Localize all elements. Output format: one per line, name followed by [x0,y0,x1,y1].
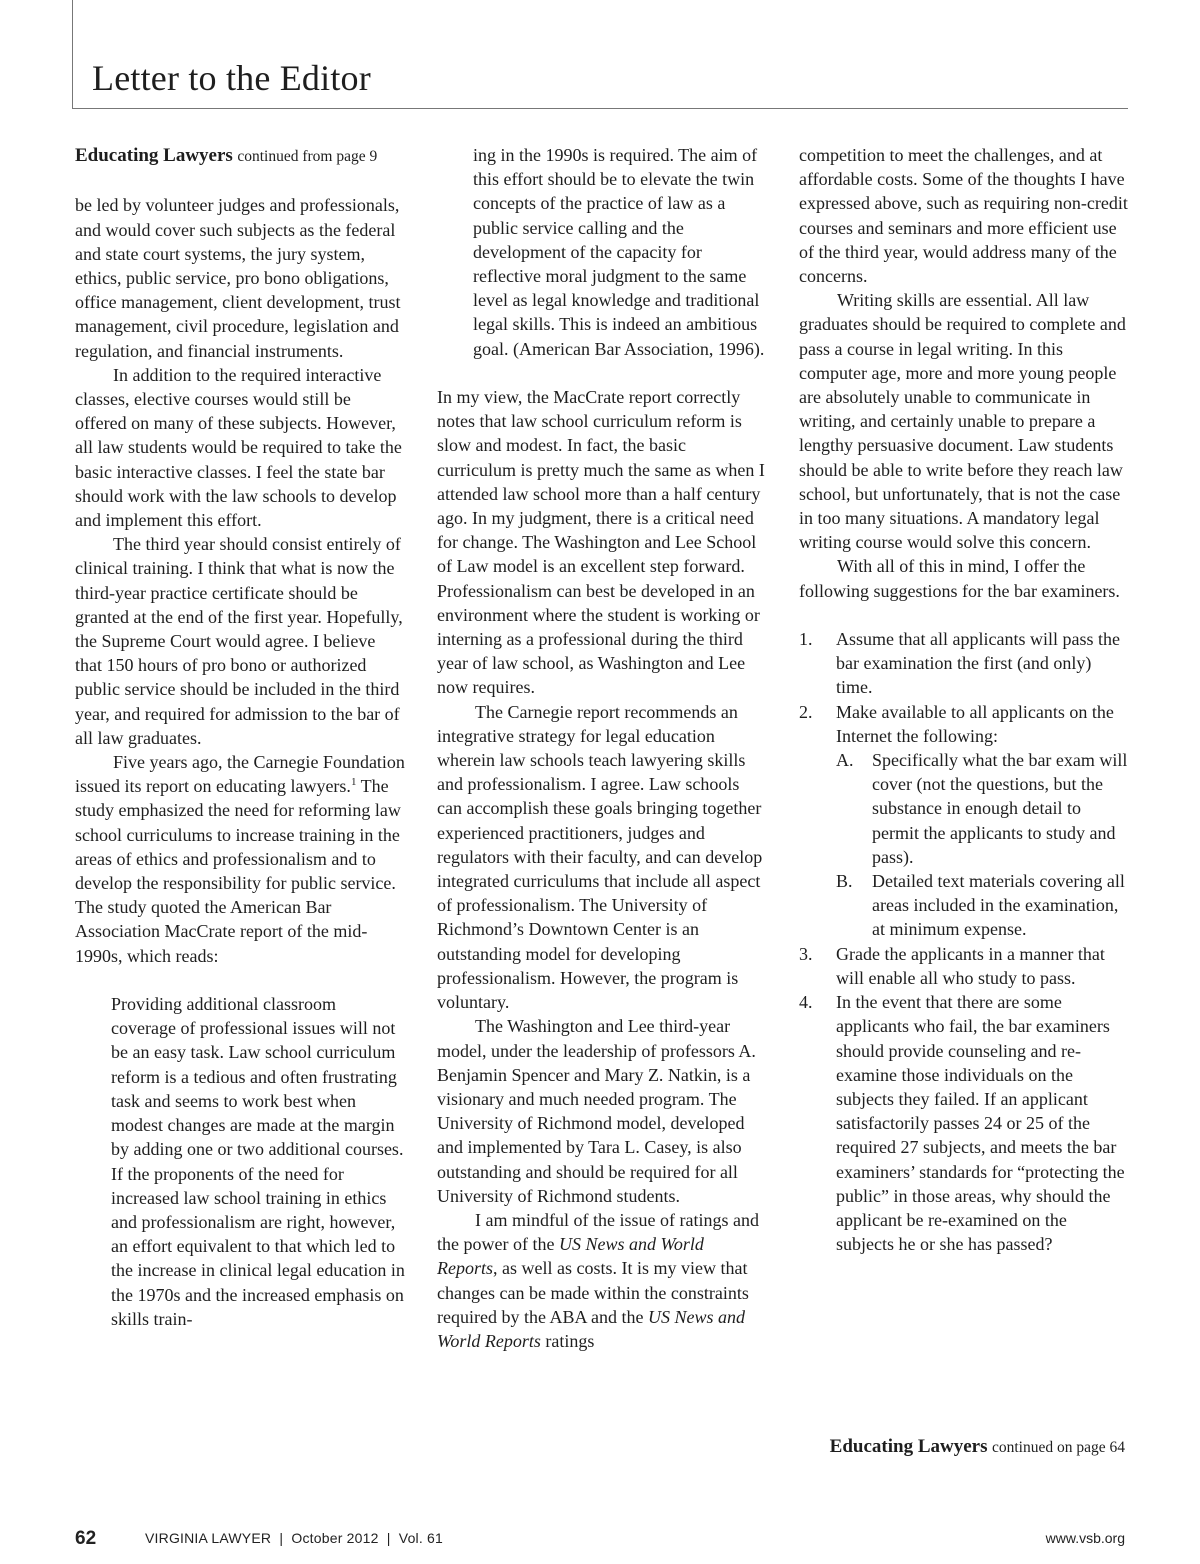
continued-on-line [830,1436,1125,1458]
list-number: 2. [799,701,813,722]
paragraph: competition to meet the challenges, and at affordable costs. Some of the thoughts I have expressed above, such as requiring non-credit courses and seminars and more efficient use of the third year, would address many of the concerns. [799,145,1128,287]
list-number: 4. [799,992,813,1013]
page-footer [75,1530,1125,1554]
list-item [799,942,1129,990]
column-2 [437,143,767,1353]
list-item [799,700,1129,748]
carnegie-text: Five years ago, the Carnegie Foundation issued its report on educating lawyers. [75,752,405,797]
publication-info: VIRGINIA LAWYER | October 2012 | Vol. 61 [145,1530,444,1546]
text-run: , as well as costs. It is my view that changes can be made within the constraints required by the ABA and the [437,1258,749,1327]
block-quote: Providing additional classroom coverage of professional issues will not be an easy task. Law school curriculum reform is a tedious and often frustrating task and seems to work best when modest changes are made at the margin by adding one or two additional courses. If the proponents of the need for increased law school training in ethics and professionalism are right, however, an effort equivalent to that which led to the increase in clinical legal education in the 1970s and the increased emphasis on skills train- [111,994,405,1329]
paragraph: The Washington and Lee third-year model, under the leadership of professors A. Benjamin Spencer and Mary Z. Natkin, is a visionary and much needed program. The University of Richmond model, developed and implemented by Tara L. Casey, is also outstanding and should be required for all University of Richmond students. [437,1016,756,1206]
sub-list-letter: A. [836,750,854,771]
jump-note: continued on page 64 [991,1439,1125,1456]
header-vertical-rule [72,0,73,109]
page-number: 62 [75,1528,97,1549]
paragraph: In my view, the MacCrate report correctly notes that law school curriculum reform is slow and modest. In fact, the basic curriculum is pretty much the same as when I attended law school more than a half century ago. In my judgment, there is a critical need for change. The Washington and Lee School of Law model is an excellent step forward. Professionalism can best be developed in an environment where the student is working or interning as a professional during the third year of law school, as Washington and Lee now requires. [437,387,765,698]
list-text: Grade the applicants in a manner that will enable all who study to pass. [836,943,1105,988]
text-run: ratings [540,1330,595,1351]
paragraph [437,1208,767,1353]
publication-title: US News and World Reports [437,1306,745,1351]
publication-title: US News and World Reports [437,1234,704,1279]
paragraph: The third year should consist entirely of clinical training. I think that what is now the third-year practice certificate should be granted at the end of the first year. Hopefully, the Supreme Court would agree. I believe that 150 hours of pro bono or authorized public service should be included in the third year, and required for admission to the bar of all law graduates. [75,534,403,748]
jump-title: Educating Lawyers [75,145,233,166]
list-text: In the event that there are some applicants who fail, the bar examiners should provide counseling and re-examine those individuals on the subjects they failed. If an applicant satisfactorily passes 24 or 25 of the required 27 subjects, and meets the bar examiners’ standards for “protecting the public” in those areas, why should the applicant be re-examined on the subjects he or she has passed? [836,992,1125,1255]
jump-note: continued from page 9 [237,148,378,165]
list-number: 1. [799,629,813,650]
carnegie-text-cont: The study emphasized the need for reforming law school curriculums to increase training in the areas of ethics and professionalism and to develop the responsibility for public service. The study quoted the American Bar Association MacCrate report of the mid-1990s, which reads: [75,776,401,966]
sub-list-item [799,869,1129,942]
list-number: 3. [799,943,813,964]
paragraph: In addition to the required interactive classes, elective courses would still be offered on many of these subjects. However, all law students would be required to take the basic interactive classes. I feel the state bar should work with the law schools to develop and implement this effort. [75,364,402,531]
website-link[interactable]: www.vsb.org [1045,1530,1125,1546]
header-horizontal-rule [72,108,1128,109]
list-item [799,990,1129,1256]
paragraph [75,750,405,968]
sub-list-item [799,748,1129,869]
block-quote-cont: ing in the 1990s is required. The aim of this effort should be to elevate the twin concepts of the practice of law as a public service calling and the development of the capacity for reflective moral judgment to the same level as legal knowledge and traditional legal skills. This is indeed an ambitious goal. (American Bar Association, 1996). [473,145,765,359]
continued-from-line [75,143,405,169]
list-text: Assume that all applicants will pass the bar examination the first (and only) time. [836,629,1120,698]
list-text: Make available to all applicants on the Internet the following: [836,701,1114,746]
paragraph: With all of this in mind, I offer the following suggestions for the bar examiners. [799,556,1120,601]
list-item [799,627,1129,700]
paragraph: be led by volunteer judges and professionals, and would cover such subjects as the federal and state court systems, the jury system, ethics, public service, pro bono obligations, office management, client development, trust management, civil procedure, legislation and regulation, and financial instruments. [75,195,401,361]
footnote-marker: 1 [350,776,357,789]
text-run: I am mindful of the issue of ratings and the power of the [437,1209,759,1255]
column-1 [75,143,405,1331]
section-title: Letter to the Editor [92,58,371,98]
sub-list-text: Specifically what the bar exam will cover (not the questions, but the substance in enough detail to permit the applicants to study and pass). [872,750,1128,867]
jump-title: Educating Lawyers [829,1436,988,1457]
sub-list-letter: B. [836,871,853,892]
paragraph: Writing skills are essential. All law graduates should be required to complete and pass a course in legal writing. In this computer age, more and more young people are absolutely unable to communicate in writing, and certainly unable to prepare a lengthy persuasive document. Law students should be able to write before they reach law school, but unfortunately, that is not the case in too many situations. A mandatory legal writing course would solve this concern. [799,290,1126,553]
sub-list-text: Detailed text materials covering all areas included in the examination, at minimum expense. [872,871,1125,940]
paragraph: The Carnegie report recommends an integrative strategy for legal education wherein law schools teach lawyering skills and professionalism. I agree. Law schools can accomplish these goals bringing together experienced practitioners, judges and regulators with their faculty, and can develop integrated curriculums that include all aspect of professionalism. The University of Richmond’s Downtown Center is an outstanding model for developing professionalism. However, the program is voluntary. [437,701,763,1013]
column-3 [799,143,1129,1256]
